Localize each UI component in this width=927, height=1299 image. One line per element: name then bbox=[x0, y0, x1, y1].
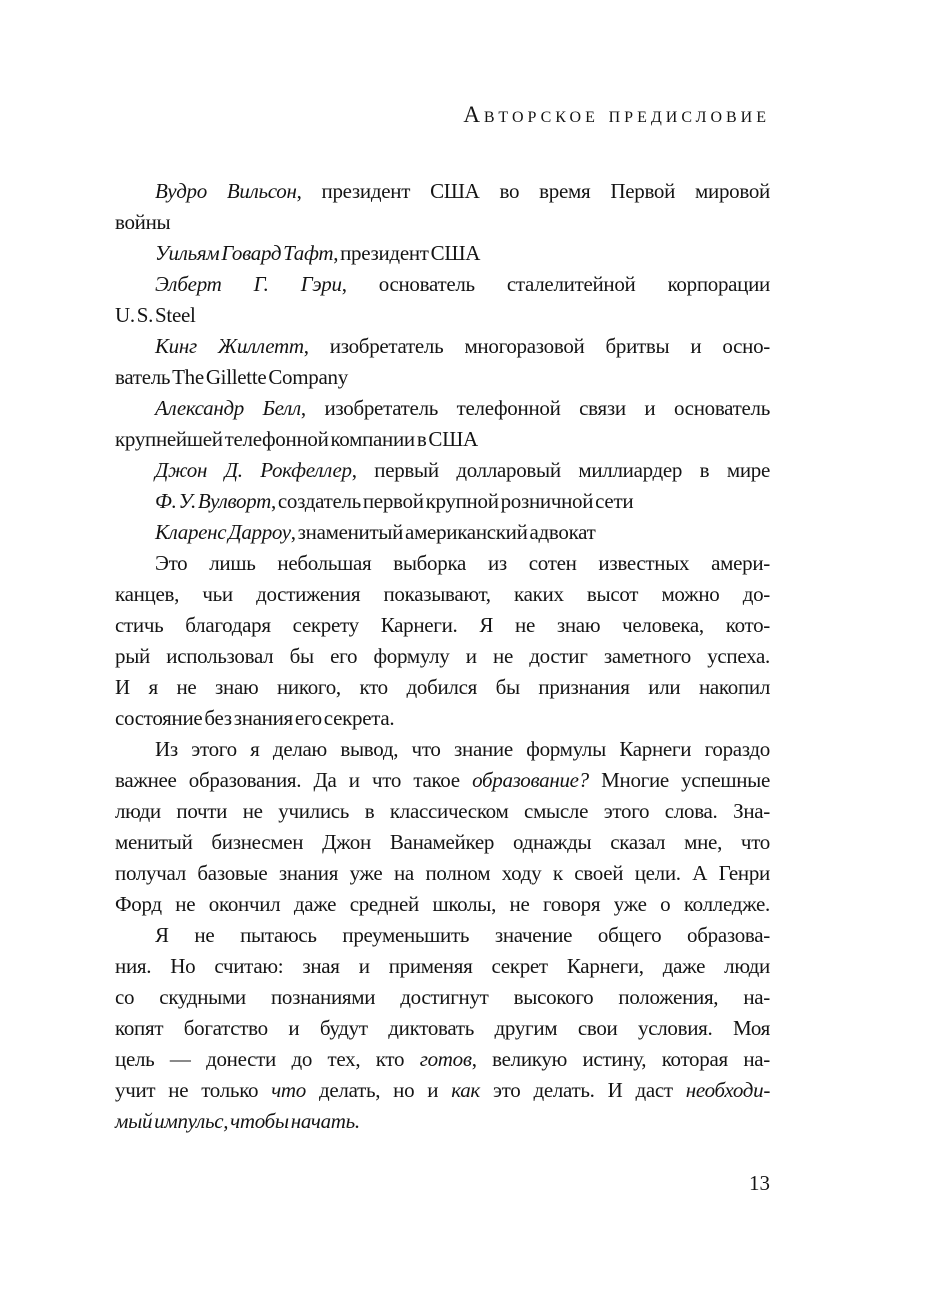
text-line bbox=[115, 827, 770, 858]
text-line bbox=[115, 920, 770, 951]
text-line bbox=[115, 641, 770, 672]
text-run: Кинг Жиллетт bbox=[155, 334, 304, 358]
text-run: со скудными познаниями достигнут высокого положения, на- bbox=[115, 985, 770, 1009]
paragraph bbox=[115, 734, 770, 920]
page-number: 13 bbox=[749, 1171, 770, 1195]
text-run: менитый бизнесмен Джон Ванамейкер однажды сказал мне, что bbox=[115, 830, 770, 854]
text-run: получал базовые знания уже на полном ходу к своей цели. А Генри bbox=[115, 861, 770, 885]
text-run: образование? bbox=[472, 768, 589, 792]
text-line bbox=[115, 1106, 770, 1137]
text-line bbox=[115, 424, 770, 455]
paragraph bbox=[115, 238, 770, 269]
text-line bbox=[115, 889, 770, 920]
text-run: Вудро Вильсон bbox=[155, 179, 297, 203]
text-run: ватель The Gillette Company bbox=[115, 365, 348, 389]
text-line bbox=[115, 765, 770, 796]
paragraph bbox=[115, 517, 770, 548]
text-run: люди почти не учились в классическом смысле этого слова. Зна- bbox=[115, 799, 770, 823]
text-run: , основатель сталелитейной корпорации bbox=[341, 272, 770, 296]
paragraph bbox=[115, 486, 770, 517]
text-line bbox=[115, 734, 770, 765]
text-line bbox=[115, 300, 770, 331]
text-run: Я не пытаюсь преуменьшить значение общего образова- bbox=[155, 923, 770, 947]
paragraph bbox=[115, 269, 770, 331]
text-run: , изобретатель телефонной связи и основатель bbox=[300, 396, 770, 420]
text-run: Форд не окончил даже средней школы, не говоря уже о колледже. bbox=[115, 892, 770, 916]
text-line bbox=[115, 610, 770, 641]
text-line bbox=[115, 548, 770, 579]
text-run: важнее образования. Да и что такое bbox=[115, 768, 473, 792]
text-line bbox=[115, 269, 770, 300]
text-line bbox=[115, 1075, 770, 1106]
text-run: Александр Белл bbox=[155, 396, 301, 420]
text-line bbox=[115, 858, 770, 889]
text-run: как bbox=[451, 1078, 480, 1102]
text-line bbox=[115, 362, 770, 393]
text-run: Элберт Г. Гэри bbox=[155, 272, 342, 296]
text-run: состояние без знания его секрета. bbox=[115, 706, 395, 730]
text-run: канцев, чьи достижения показывают, каких высот можно до- bbox=[115, 582, 770, 606]
text-run: Джон Д. Рокфеллер bbox=[155, 458, 352, 482]
text-run: учит не только bbox=[115, 1078, 272, 1102]
text-run: , первый долларовый миллиардер в мире bbox=[351, 458, 770, 482]
text-line bbox=[115, 455, 770, 486]
text-line bbox=[115, 486, 770, 517]
text-run: , знаменитый американский адвокат bbox=[290, 520, 596, 544]
chapter-heading: Авторское предисловие bbox=[463, 102, 770, 127]
text-line bbox=[115, 238, 770, 269]
text-line bbox=[115, 951, 770, 982]
text-line bbox=[115, 703, 770, 734]
text-run: рый использовал бы его формулу и не достиг заметного успеха. bbox=[115, 644, 770, 668]
text-line bbox=[115, 1044, 770, 1075]
paragraph bbox=[115, 393, 770, 455]
text-line bbox=[115, 393, 770, 424]
text-run: Кларенс Дарроу bbox=[155, 520, 291, 544]
text-run: , президент США bbox=[333, 241, 481, 265]
text-run: U. S. Steel bbox=[115, 303, 196, 327]
text-run: цель — донести до тех, кто bbox=[115, 1047, 420, 1071]
text-line bbox=[115, 517, 770, 548]
paragraph bbox=[115, 331, 770, 393]
text-run: делать, но и bbox=[306, 1078, 452, 1102]
paragraph bbox=[115, 455, 770, 486]
text-line bbox=[115, 672, 770, 703]
text-run: стичь благодаря секрету Карнеги. Я не знаю человека, кото- bbox=[115, 613, 770, 637]
text-line bbox=[115, 982, 770, 1013]
text-run: , президент США во время Первой мировой bbox=[296, 179, 770, 203]
text-run: , великую истину, которая на- bbox=[471, 1047, 770, 1071]
text-line bbox=[115, 579, 770, 610]
text-run: Многие успешные bbox=[588, 768, 770, 792]
text-line bbox=[115, 331, 770, 362]
text-run: И я не знаю никого, кто добился бы признания или накопил bbox=[115, 675, 770, 699]
text-run: войны bbox=[115, 210, 171, 234]
text-run: Это лишь небольшая выборка из сотен известных амери- bbox=[155, 551, 770, 575]
text-line bbox=[115, 176, 770, 207]
text-run: копят богатство и будут диктовать другим свои условия. Моя bbox=[115, 1016, 770, 1040]
text-run: крупнейшей телефонной компании в США bbox=[115, 427, 478, 451]
text-run: ния. Но считаю: зная и применяя секрет Карнеги, даже люди bbox=[115, 954, 770, 978]
paragraph bbox=[115, 548, 770, 734]
text-run: мый импульс, чтобы начать. bbox=[115, 1109, 360, 1133]
text-block bbox=[115, 100, 770, 1137]
text-line bbox=[115, 1013, 770, 1044]
text-line bbox=[115, 207, 770, 238]
text-run: , изобретатель многоразовой бритвы и осно- bbox=[303, 334, 770, 358]
paragraphs bbox=[115, 176, 770, 1137]
text-run: готов bbox=[419, 1047, 472, 1071]
paragraph bbox=[115, 920, 770, 1137]
text-run: Уильям Говард Тафт bbox=[155, 241, 334, 265]
text-run: что bbox=[271, 1078, 307, 1102]
text-run: Из этого я делаю вывод, что знание формулы Карнеги гораздо bbox=[155, 737, 770, 761]
text-line bbox=[115, 796, 770, 827]
paragraph bbox=[115, 176, 770, 238]
text-run: необходи- bbox=[685, 1078, 771, 1102]
text-run: Ф. У. Вулворт bbox=[155, 489, 271, 513]
text-run: , создатель первой крупной розничной сети bbox=[270, 489, 634, 513]
text-run: это делать. И даст bbox=[479, 1078, 686, 1102]
